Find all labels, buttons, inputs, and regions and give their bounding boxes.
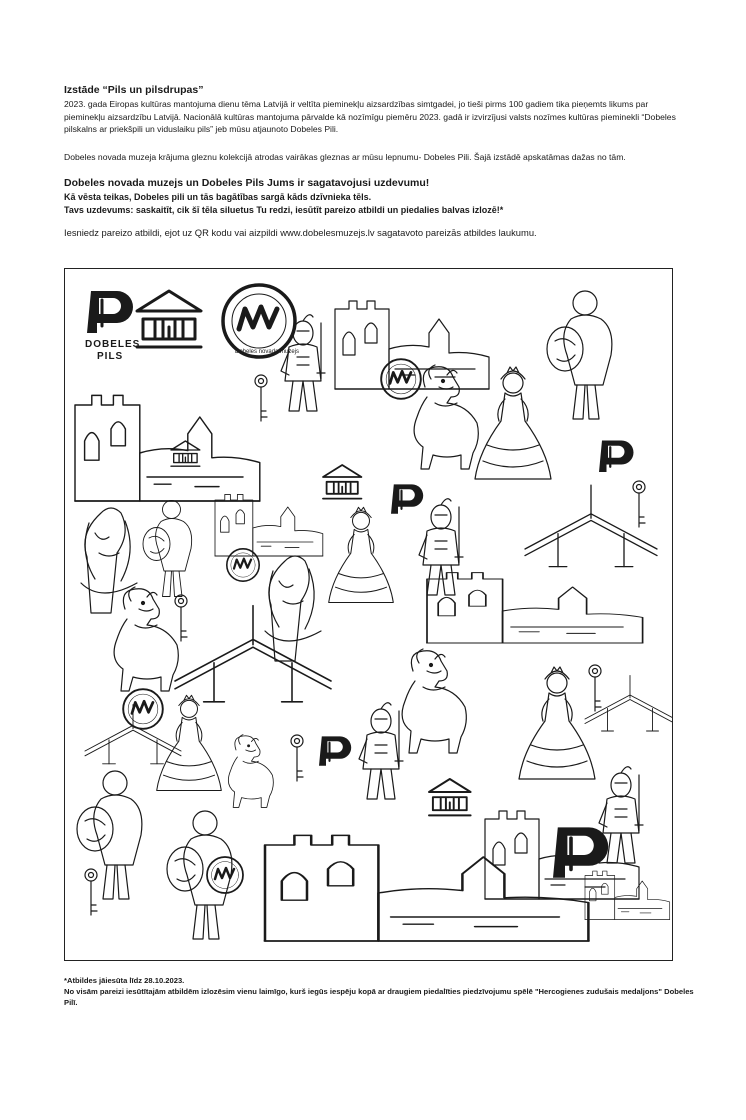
task-legend: Kā vēsta teikas, Dobeles pili un tās bagātības sargā kāds dzīvnieka tēls. [64,192,372,202]
museum-ring-logo-mid [227,549,259,581]
deadline-note: *Atbildes jāiesūta līdz 28.10.2023. [64,976,185,985]
castle-illustration-right [427,573,643,643]
dobeles-pils-logo [87,291,133,333]
dobeles-pils-logo-center [391,484,423,513]
key-illustration-right [633,481,645,527]
key-illustration-3 [589,665,601,711]
task-instruction: Tavs uzdevums: saskaitīt, cik šī tēla siluetus Tu redzi, iesūtīt pareizo atbildi un piedalies balvas izlozē!* [64,205,504,215]
dobeles-pils-logo-lower [319,736,351,765]
maiden-illustration-2 [265,556,321,661]
museum-ring-logo-bottom [207,857,243,893]
page-title: Izstāde “Pils un pilsdrupas” [64,84,204,96]
dog-guardian-illustration-2 [114,587,178,691]
museum-ring-text: Dobeles novada muzejs [235,349,300,355]
castle-illustration-corner [585,871,670,919]
dobeles-pils-logo-bottom [553,827,608,877]
knight-illustration-2 [419,499,463,595]
museum-logo-small [171,441,200,466]
collection-paragraph: Dobeles novada muzeja krājuma gleznu kolekcijā atrodas vairākas gleznas ar mūsu lepnumu- Dobeles Pili. Šajā izstādē apskatāmas dažas no tām. [64,152,626,162]
bridge-illustration-3 [585,676,673,732]
princess-illustration-2 [329,507,394,602]
coloring-panel [64,268,673,961]
footer-notes [64,975,704,1008]
strongman-illustration [547,291,612,419]
princess-illustration [475,367,551,479]
castle-illustration-mid [215,494,323,556]
knight-illustration [281,315,325,411]
key-illustration-4 [291,735,303,781]
strongman-illustration-2 [143,501,192,597]
dobeles-pils-logo-right [599,441,634,473]
dog-guardian-illustration [414,365,478,469]
dog-guardian-illustration-3 [402,649,466,753]
museum-ring-logo-lower [123,689,163,729]
museum-ring-logo [223,285,295,357]
bridge-illustration-2 [175,606,331,702]
museum-logo [137,291,201,347]
bridge-illustration-4 [85,705,181,764]
intro-paragraph: 2023. gada Eiropas kultūras mantojuma dienu tēma Latvijā ir veltīta pieminekļu aizsardzības simtgadei, jo tieši pirms 100 gadiem tika pieņemts likums par pieminekļu aizsardzību Latvijā. Nacionālā kultūras mantojuma pārvalde kā nozīmīgu piemēru 2023. gadā ir izvirzījusi valsts nozīmes kultūras pieminekli “Dobeles pilskalns ar priekšpili un viduslaiku pils” jeb mūsu atjaunoto Dobeles Pili. [64,99,676,135]
dog-guardian-illustration-4 [228,735,273,808]
castle-logo-word1: DOBELES [85,339,141,350]
museum-logo-lower [429,779,471,815]
princess-illustration-3 [519,667,595,779]
castle-illustration-left [75,395,260,501]
bridge-illustration [525,485,657,566]
castle-logo-word2: PILS [97,351,124,362]
museum-ring-logo-small [381,359,421,399]
key-illustration-2 [175,595,187,641]
maiden-illustration [81,508,137,613]
knight-illustration-3 [359,703,403,799]
task-heading: Dobeles novada muzejs un Dobeles Pils Jums ir sagatavojusi uzdevumu! [64,177,430,189]
castle-ruins-illustration [335,301,489,389]
submit-instructions: Iesniedz pareizo atbildi, ejot uz QR kodu vai aizpildi www.dobelesmuzejs.lv sagatavoto pareizās atbildes laukumu. [64,227,537,238]
key-illustration-5 [85,869,97,915]
museum-logo-center [323,465,361,499]
prize-draw-note: No visām pareizi iesūtītajām atbildēm izlozēsim vienu laimīgo, kurš iegūs iespēju kopā ar draugiem piedalīties piedzīvojumu spēlē "Hercogienes zudušais medaljons" Dobeles Pilī. [64,987,694,1007]
key-illustration [255,375,267,421]
castle-illustration-bottom [265,835,588,941]
